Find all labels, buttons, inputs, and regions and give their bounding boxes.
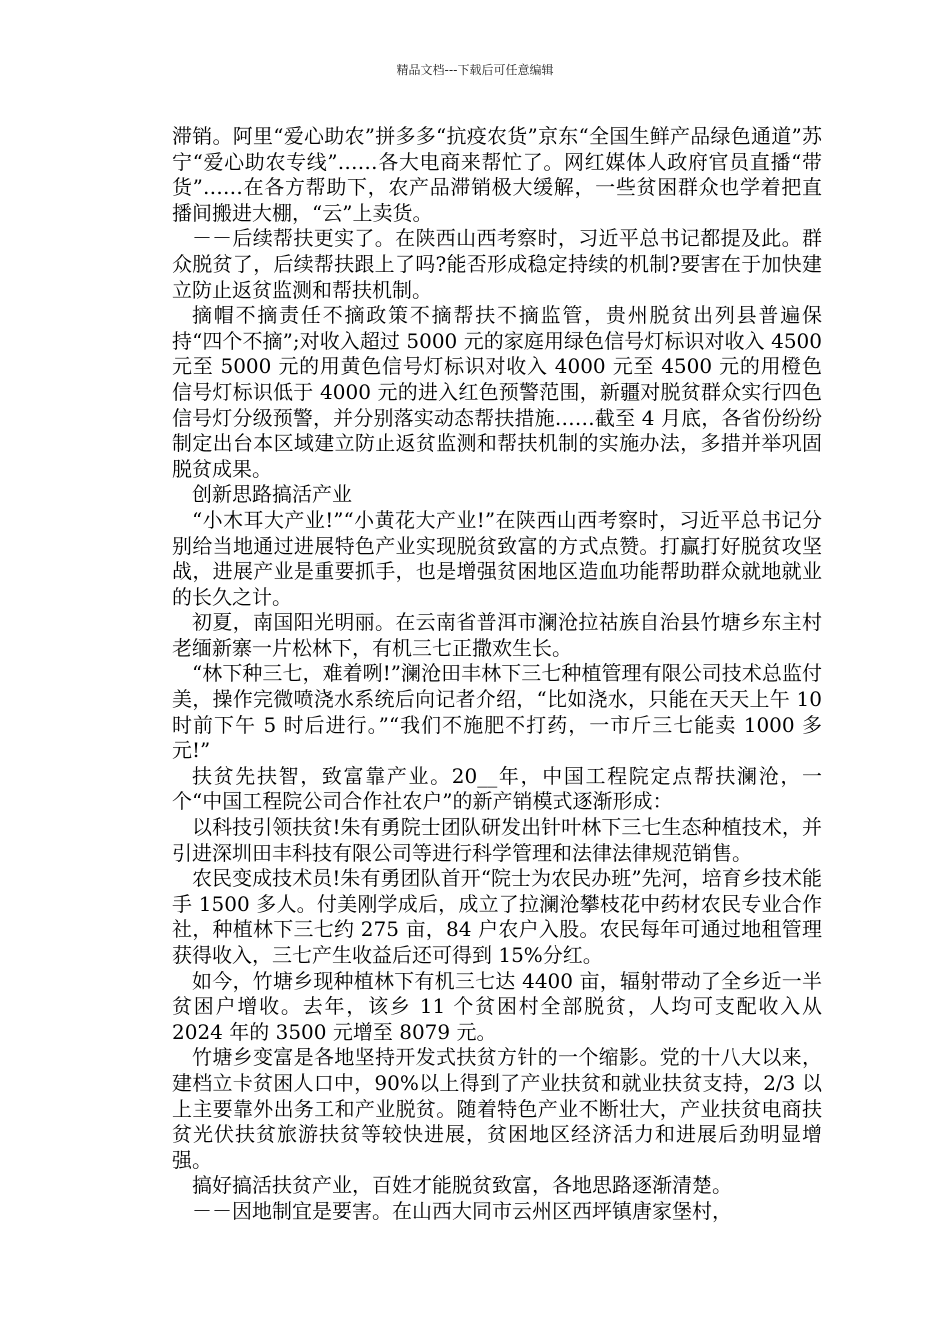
- paragraph-13: －－因地制宜是要害。在山西大同市云州区西坪镇唐家堡村，: [192, 1198, 732, 1223]
- document-body: [172, 124, 822, 1225]
- paragraph-5: 初夏，南国阳光明丽。在云南省普洱市澜沧拉祜族自治县竹塘乡东主村老缅新寨一片松林下，有机三七正撒欢生长。: [172, 610, 822, 660]
- paragraph-3: 摘帽不摘责任不摘政策不摘帮扶不摘监管，贵州脱贫出列县普遍保持“四个不摘”;对收入超过 5000 元的家庭用绿色信号灯标识对收入 4500 元至 5000 元的用黄色信号灯标识对收入 4000 元至 4500 元的用橙色信号灯标识低于 4000 元的进入红色预警范围，新疆对脱贫群众实行四色信号灯分级预警，并分别落实动态帮扶措施……截至 4 月底，各省份纷纷制定出台本区域建立防止返贫监测和帮扶机制的实施办法，多措并举巩固脱贫成果。: [172, 303, 822, 481]
- paragraph-12: 搞好搞活扶贫产业，百姓才能脱贫致富，各地思路逐渐清楚。: [192, 1173, 732, 1198]
- paragraph-10: 如今，竹塘乡现种植林下有机三七达 4400 亩，辐射带动了全乡近一半贫困户增收。去年，该乡 11 个贫困村全部脱贫，人均可支配收入从 2024 年的 3500 元增至 8079 元。: [172, 968, 822, 1044]
- paragraph-1: 滞销。阿里“爱心助农”拼多多“抗疫农货”京东“全国生鲜产品绿色通道”苏宁“爱心助农专线”……各大电商来帮忙了。网红媒体人政府官员直播“带货”……在各方帮助下，农产品滞销极大缓解，一些贫困群众也学着把直播间搬进大棚，“云”上卖货。: [172, 124, 822, 225]
- page-header: 精品文档---下载后可任意编辑: [396, 63, 554, 77]
- paragraph-4: “小木耳大产业!”“小黄花大产业!”在陕西山西考察时，习近平总书记分别给当地通过进展特色产业实现脱贫致富的方式点赞。打赢打好脱贫攻坚战，进展产业是重要抓手，也是增强贫困地区造血功能帮助群众就地就业的长久之计。: [172, 507, 822, 609]
- paragraph-7: 扶贫先扶智，致富靠产业。20__年，中国工程院定点帮扶澜沧，一个“中国工程院公司合作社农户”的新产销模式逐渐形成：: [172, 763, 822, 814]
- paragraph-6: “林下种三七，难着咧!”澜沧田丰林下三七种植管理有限公司技术总监付美，操作完微喷浇水系统后向记者介绍，“比如浇水，只能在天天上午 10 时前下午 5 时后进行。”“我们不施肥不打药，一市斤三七能卖 1000 多元!”: [172, 661, 822, 763]
- paragraph-9: 农民变成技术员!朱有勇团队首开“院士为农民办班”先河，培育乡技术能手 1500 多人。付美刚学成后，成立了拉澜沧攀枝花中药材农民专业合作社，种植林下三七约 275 亩，84 户农户入股。农民每年可通过地租管理获得收入，三七产生收益后还可得到 15%分红。: [172, 866, 822, 967]
- paragraph-8: 以科技引领扶贫!朱有勇院士团队研发出针叶林下三七生态种植技术，并引进深圳田丰科技有限公司等进行科学管理和法律法律规范销售。: [172, 815, 822, 865]
- paragraph-2: －－后续帮扶更实了。在陕西山西考察时，习近平总书记都提及此。群众脱贫了，后续帮扶跟上了吗?能否形成稳定持续的机制?要害在于加快建立防止返贫监测和帮扶机制。: [172, 226, 822, 302]
- section-heading: 创新思路搞活产业: [192, 482, 352, 507]
- paragraph-11: 竹塘乡变富是各地坚持开发式扶贫方针的一个缩影。党的十八大以来，建档立卡贫困人口中，90%以上得到了产业扶贫和就业扶贫支持，2/3 以上主要靠外出务工和产业脱贫。随着特色产业不断壮大，产业扶贫电商扶贫光伏扶贫旅游扶贫等较快进展，贫困地区经济活力和进展后劲明显增强。: [172, 1045, 822, 1172]
